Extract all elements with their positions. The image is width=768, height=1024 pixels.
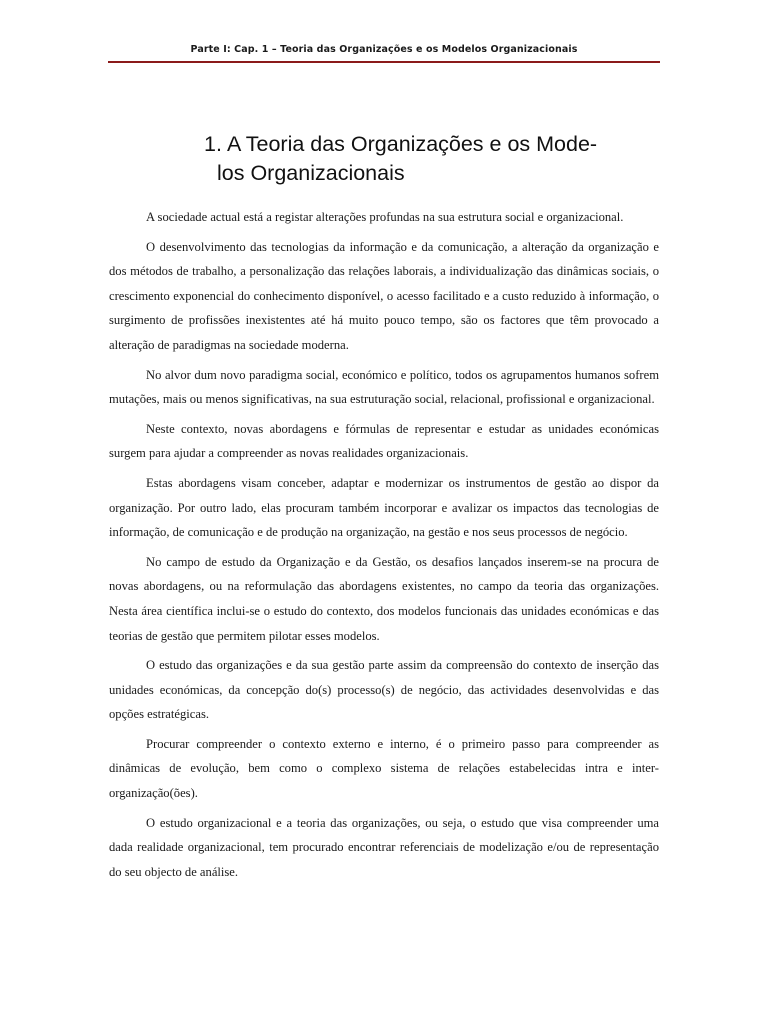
chapter-number: 1. [204, 132, 222, 156]
paragraph: A sociedade actual está a registar alterações profundas na sua estrutura social e organizacional. [146, 210, 624, 224]
body-text [109, 205, 659, 889]
paragraph: Neste contexto, novas abordagens e fórmulas de representar e estudar as unidades económicas surgem para ajudar a compreender as novas realidades organizacionais. [109, 421, 659, 461]
paragraph: O estudo organizacional e a teoria das organizações, ou seja, o estudo que visa compreender uma dada realidade organizacional, tem procurado encontrar referenciais de modelização e/ou de representação do seu objecto de análise. [109, 815, 659, 879]
paragraph: O desenvolvimento das tecnologias da informação e da comunicação, a alteração da organização e dos métodos de trabalho, a personalização das relações laborais, a individualização das dinâmicas sociais, o crescimento exponencial do conhecimento disponível, o acesso facilitado e a custo reduzido à informação, o surgimento de profissões inexistentes até há muito pouco tempo, são os factores que têm provocado a alteração de paradigmas na sociedade moderna. [109, 239, 659, 352]
paragraph: No campo de estudo da Organização e da Gestão, os desafios lançados inserem-se na procura de novas abordagens, ou na reformulação das abordagens existentes, no campo da teoria das organizações. Nesta área científica inclui-se o estudo do contexto, dos modelos funcionais das unidades económicas e das teorias de gestão que permitem pilotar esses modelos. [109, 554, 659, 643]
running-header: Parte I: Cap. 1 – Teoria das Organizações e os Modelos Organizacionais [190, 44, 578, 55]
paragraph: O estudo das organizações e da sua gestão parte assim da compreensão do contexto de inserção das unidades económicas, da concepção do(s) processo(s) de negócio, das actividades desenvolvidas e das opções estratégicas. [109, 658, 659, 722]
paragraph: Estas abordagens visam conceber, adaptar e modernizar os instrumentos de gestão ao dispor da organização. Por outro lado, elas procuram também incorporar e avalizar os impactos das tecnologias de informação, de comunicação e de produção na organização, na gestão e nos seus processos de negócio. [109, 475, 659, 540]
chapter-title-text-1: A Teoria das Organizações e os Mode- [227, 132, 598, 156]
paragraph: Procurar compreender o contexto externo e interno, é o primeiro passo para compreender as dinâmicas de evolução, bem como o complexo sistema de relações estabelecidas intra e inter-organização(ões). [109, 736, 659, 801]
chapter-title-line-1 [204, 130, 664, 159]
chapter-title [204, 130, 664, 188]
chapter-title-line-2: los Organizacionais [217, 161, 405, 185]
paragraph: No alvor dum novo paradigma social, económico e político, todos os agrupamentos humanos sofrem mutações, mais ou menos significativas, na sua estruturação social, relacional, profissional e organizacional. [109, 367, 659, 407]
header-rule [108, 61, 660, 63]
